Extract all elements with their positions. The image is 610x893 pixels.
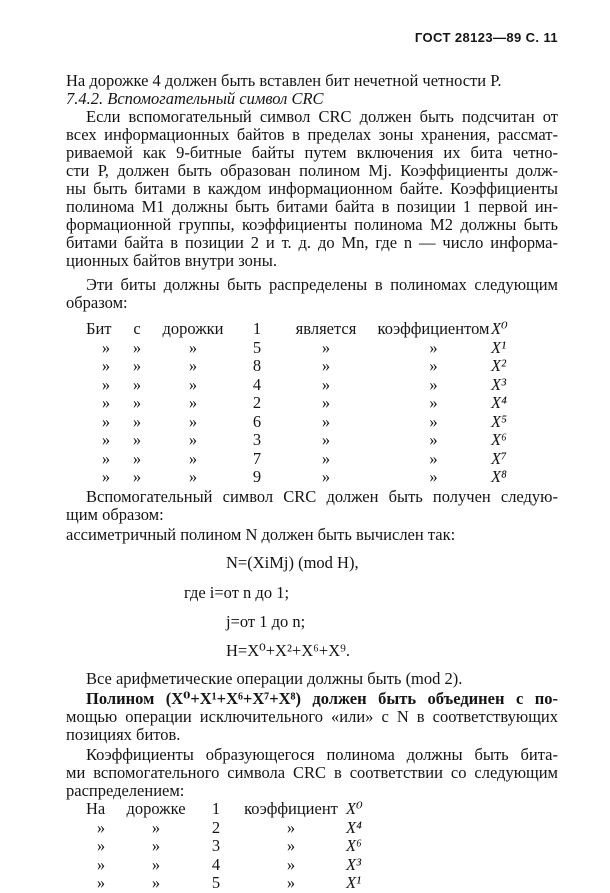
formula-h: H=X⁰+X²+X⁶+X⁹. (226, 641, 350, 660)
table-cell: » (429, 448, 438, 468)
table-cell: » (151, 817, 161, 837)
crc-distribution-table (86, 800, 386, 893)
table-cell: » (321, 430, 331, 449)
table-row (86, 874, 386, 893)
table-cell: » (132, 430, 142, 449)
paragraph-line: щим образом: (66, 505, 164, 524)
table-cell: 1 (252, 319, 262, 338)
paragraph-line: риваемой как 9-битные байты путем включения их бита четно- (66, 143, 558, 162)
table-cell: » (96, 873, 106, 892)
paragraph-line: сти Р, должен быть образован полином Мj. Коэффициенты долж- (66, 161, 558, 180)
table-cell: X⁴ (346, 817, 362, 837)
table-cell: » (188, 374, 198, 394)
table-cell: » (429, 374, 438, 394)
formula-n: N=(XiMj) (mod H), (226, 553, 359, 572)
table-cell: » (286, 817, 296, 837)
table-cell: 9 (252, 467, 262, 486)
table-cell: » (96, 817, 106, 837)
table-cell: На (86, 799, 106, 818)
table-cell: коэффициент (244, 799, 338, 818)
table-cell: » (188, 411, 198, 431)
table-cell: » (151, 836, 161, 855)
page-header: ГОСТ 28123—89 С. 11 (414, 30, 558, 45)
table-row (86, 357, 531, 376)
table-cell: X⁰ (346, 799, 363, 818)
table-cell: » (132, 448, 142, 468)
table-cell: » (96, 836, 106, 855)
table-cell: дорожки (162, 319, 224, 338)
table-cell: 3 (211, 836, 221, 855)
paragraph-line: ционных байтов внутри зоны. (66, 251, 277, 270)
table-cell: » (96, 854, 106, 874)
section-title: Вспомогательный символ CRC (107, 89, 324, 108)
table-header-row (86, 320, 531, 339)
table-cell: » (188, 356, 198, 375)
table-cell: коэффициентом (377, 319, 490, 338)
table-cell: » (101, 337, 111, 357)
table-cell: » (429, 467, 438, 486)
table-cell: 4 (211, 854, 221, 874)
table-cell: X³ (346, 854, 362, 874)
table-cell: » (132, 374, 142, 394)
table-cell: » (101, 448, 111, 468)
paragraph-line: Если вспомогательный символ CRC должен быть подсчитан от (86, 107, 558, 126)
table-cell: » (429, 430, 438, 449)
table-cell: X³ (491, 374, 507, 394)
table-cell: » (188, 393, 198, 412)
bit-coefficient-table (86, 320, 531, 487)
table-cell: Бит (86, 319, 112, 338)
table-cell: » (132, 356, 142, 375)
section-heading (66, 90, 324, 108)
table-cell: » (286, 836, 296, 855)
paragraph-line: ассиметричный полином N должен быть вычислен так: (66, 525, 456, 544)
table-cell: » (132, 337, 142, 357)
paragraph-line: позициях битов. (66, 725, 181, 744)
table-header-row (86, 800, 386, 819)
paragraph-line: ми вспомогательного символа CRC в соответствии со следующим (66, 763, 558, 782)
table-cell: » (151, 873, 161, 892)
paragraph-line: Полином (X⁰+X¹+X⁶+X⁷+X⁸) должен быть объединен с по- (86, 689, 558, 708)
table-cell: » (429, 356, 438, 375)
table-cell: 4 (252, 374, 262, 394)
table-cell: X⁶ (491, 430, 507, 449)
table-cell: » (101, 430, 111, 449)
table-cell: » (321, 393, 331, 412)
table-row (86, 450, 531, 469)
paragraph-line: формационной группы, коэффициенты полинома М2 должны быть (66, 215, 558, 234)
paragraph-line: Эти биты должны быть распределены в полиномах следующим (86, 275, 558, 294)
table-cell: » (429, 393, 438, 412)
table-cell: 5 (252, 337, 262, 357)
table-cell: X⁶ (346, 836, 362, 855)
table-cell: » (188, 430, 198, 449)
paragraph-line: Вспомогательный символ CRC должен быть получен следую- (86, 487, 558, 506)
table-cell: » (101, 411, 111, 431)
paragraph-line: ны быть битами в каждом информационном байте. Коэффициенты (66, 179, 558, 198)
section-number: 7.4.2. (66, 89, 104, 108)
table-cell: » (188, 337, 198, 357)
table-cell: » (132, 411, 142, 431)
table-cell: » (286, 854, 296, 874)
paragraph-line: полинома М1 должны быть битами байта в позиции 1 первой ин- (66, 197, 558, 216)
table-cell: 8 (252, 356, 262, 375)
table-row (86, 339, 531, 358)
table-cell: » (321, 411, 331, 431)
table-cell: 2 (252, 393, 262, 412)
table-cell: X⁸ (491, 467, 507, 486)
paragraph-line: всех информационных байтов в пределах зоны хранения, рассмат- (66, 125, 558, 144)
table-row (86, 394, 531, 413)
table-cell: » (188, 448, 198, 468)
table-cell: дорожке (126, 799, 186, 818)
table-cell: X¹ (491, 337, 507, 357)
table-cell: » (321, 337, 331, 357)
formula-i-range: где i=от n до 1; (184, 583, 290, 602)
table-cell: X² (491, 356, 507, 375)
table-cell: 2 (211, 817, 221, 837)
table-cell: » (188, 467, 198, 486)
table-cell: » (151, 854, 161, 874)
paragraph-line: Коэффициенты образующегося полинома должны быть бита- (86, 745, 558, 764)
paragraph-line: Все арифметические операции должны быть (mod 2). (86, 669, 463, 688)
table-cell: » (132, 467, 142, 486)
table-cell: 7 (252, 448, 262, 468)
paragraph-line: мощью операции исключительного «или» с N в соответствующих (66, 707, 558, 726)
paragraph-line: образом: (66, 293, 128, 312)
table-row (86, 837, 386, 856)
paragraph-line: битами байта в позиции 2 и т. д. до Мn, где n — число информа- (66, 233, 558, 252)
table-cell: » (101, 393, 111, 412)
table-row (86, 431, 531, 450)
table-cell: » (132, 393, 142, 412)
table-cell: X⁵ (491, 411, 507, 431)
paragraph-line: распределением: (66, 781, 185, 800)
table-cell: » (321, 374, 331, 394)
table-cell: с (133, 319, 141, 338)
table-cell: 5 (211, 873, 221, 892)
table-cell: X⁰ (491, 319, 508, 338)
table-row (86, 413, 531, 432)
table-cell: » (321, 356, 331, 375)
table-cell: » (101, 374, 111, 394)
table-cell: » (101, 467, 111, 486)
table-cell: » (101, 356, 111, 375)
table-cell: » (321, 448, 331, 468)
table-cell: является (295, 319, 357, 338)
table-cell: X⁷ (491, 448, 507, 468)
table-cell: » (429, 411, 438, 431)
table-cell: X¹ (346, 873, 362, 892)
table-cell: » (429, 337, 438, 357)
table-cell: X⁴ (491, 393, 507, 412)
formula-j-range: j=от 1 до n; (226, 612, 306, 631)
table-cell: 6 (252, 411, 262, 431)
table-cell: » (321, 467, 331, 486)
table-row (86, 819, 386, 838)
table-row (86, 856, 386, 875)
table-cell: 1 (211, 799, 221, 818)
parity-sentence: На дорожке 4 должен быть вставлен бит нечетной четности Р. (66, 71, 502, 90)
table-row (86, 376, 531, 395)
table-row (86, 468, 531, 487)
table-cell: » (286, 873, 296, 892)
table-cell: 3 (252, 430, 262, 449)
